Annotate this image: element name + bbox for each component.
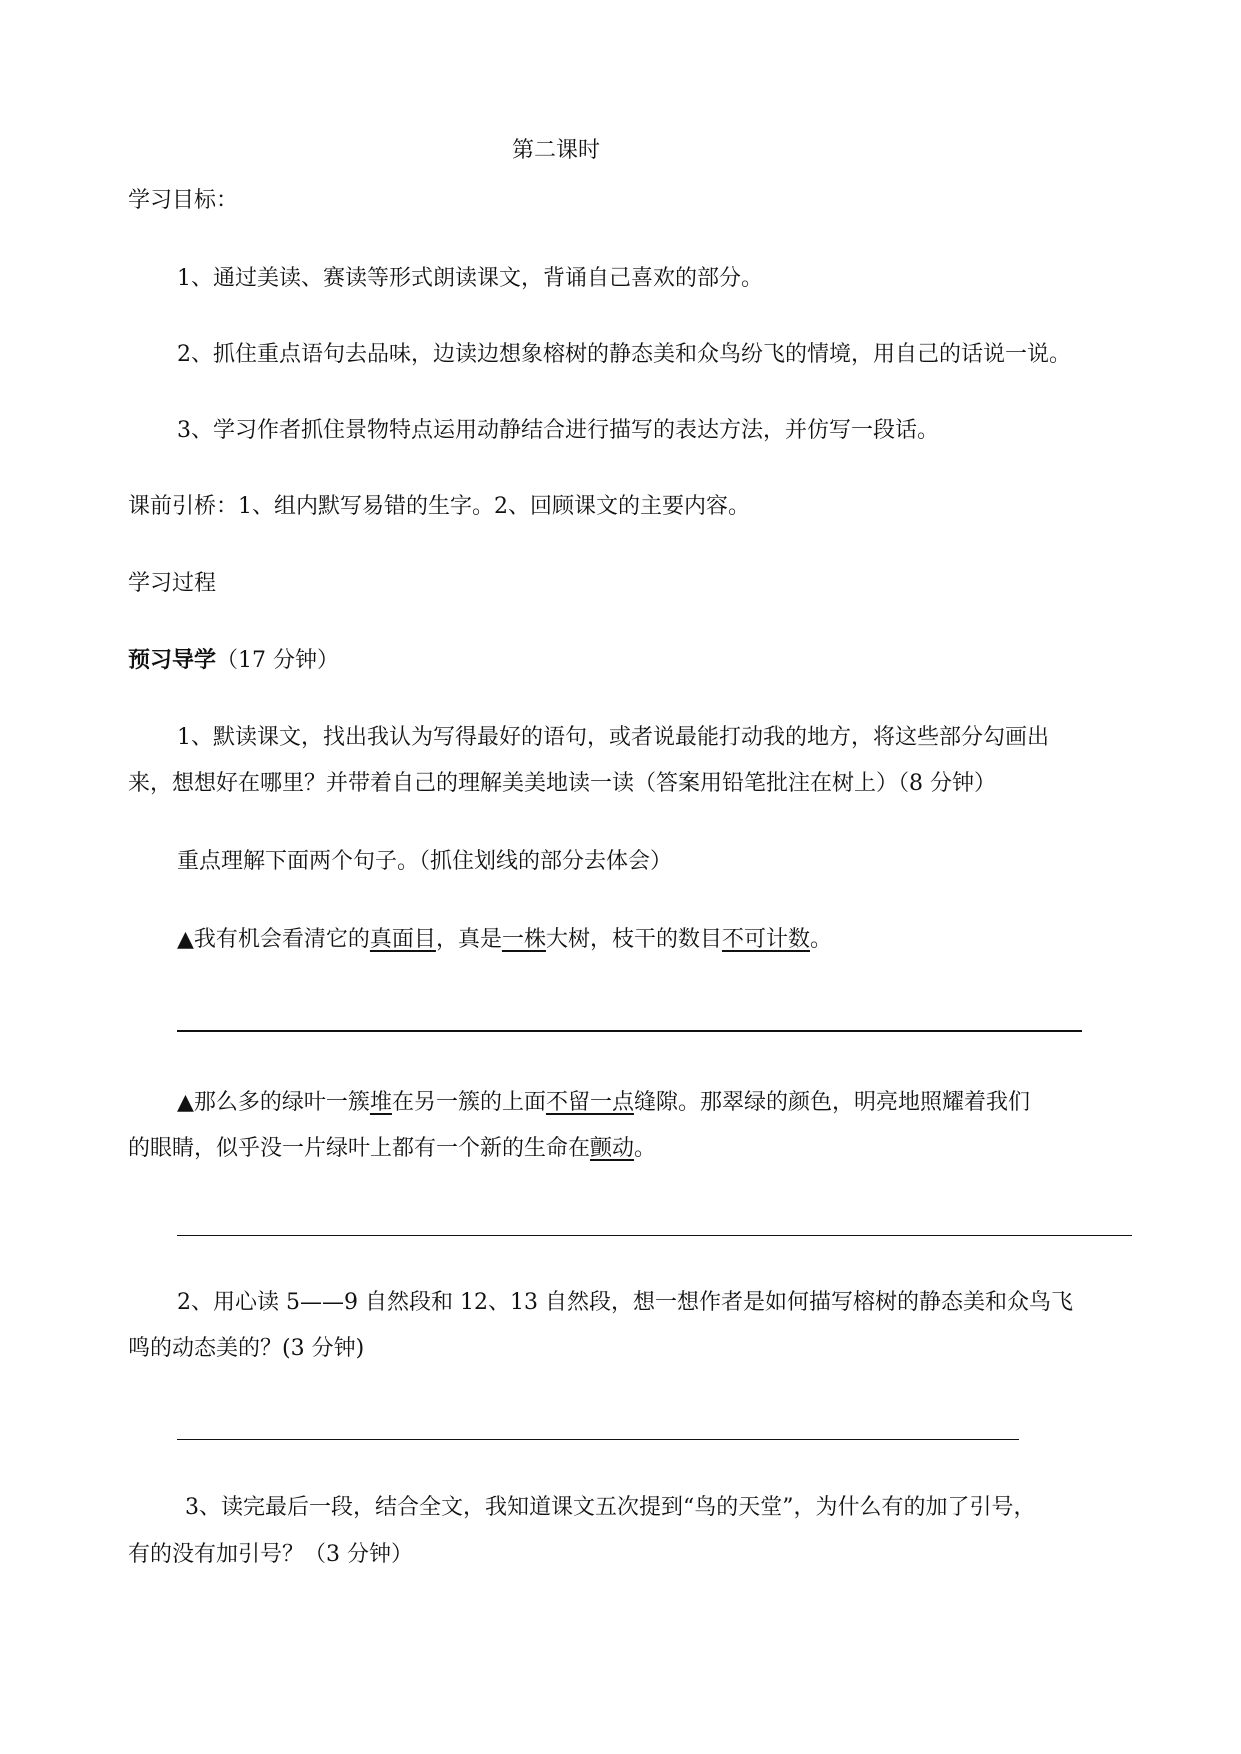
process-heading: 学习过程 bbox=[128, 571, 217, 596]
focus-instruction: 重点理解下面两个句子。（抓住划线的部分去体会） bbox=[177, 849, 673, 874]
answer-line[interactable] bbox=[177, 1235, 1132, 1236]
sentence-text: ▲我有机会看清它的 bbox=[177, 927, 370, 952]
underlined-phrase: 颤动 bbox=[590, 1136, 635, 1161]
sentence-text: ▲那么多的绿叶一簇 bbox=[177, 1090, 370, 1115]
page-title: 第二课时 bbox=[512, 138, 601, 163]
underlined-phrase: 一株 bbox=[501, 927, 546, 952]
sentence-text: 大树，枝干的数目 bbox=[545, 927, 722, 952]
pre-class-bridge: 课前引桥：1、组内默写易错的生字。2、回顾课文的主要内容。 bbox=[128, 494, 750, 519]
focus-sentence-2-line-2 bbox=[128, 1134, 656, 1164]
objective-item: 2、抓住重点语句去品味，边读边想象榕树的静态美和众鸟纷飞的情境，用自己的话说一说。 bbox=[177, 342, 1072, 367]
underlined-phrase: 堆 bbox=[369, 1090, 392, 1115]
answer-line[interactable] bbox=[177, 1439, 1019, 1440]
underlined-phrase: 真面目 bbox=[369, 927, 436, 952]
question-2-line-2: 鸣的动态美的？(3 分钟) bbox=[128, 1336, 365, 1361]
focus-sentence-1 bbox=[177, 925, 832, 955]
sentence-text: 。 bbox=[810, 927, 833, 952]
sentence-text: 在另一簇的上面 bbox=[391, 1090, 546, 1115]
sentence-text: 的眼睛，似乎没一片绿叶上都有一个新的生命在 bbox=[128, 1136, 591, 1161]
answer-line[interactable] bbox=[177, 1030, 1082, 1032]
question-1-line-1: 1、默读课文，找出我认为写得最好的语句，或者说最能打动我的地方，将这些部分勾画出 bbox=[177, 725, 1050, 750]
preview-heading-label: 预习导学 bbox=[128, 647, 217, 673]
sentence-text: ，真是 bbox=[435, 927, 502, 952]
objectives-heading: 学习目标： bbox=[128, 188, 239, 213]
question-3-line-1: 3、读完最后一段，结合全文，我知道课文五次提到“鸟的天堂”，为什么有的加了引号， bbox=[185, 1495, 1036, 1520]
question-1-line-2: 来，想想好在哪里？并带着自己的理解美美地读一读（答案用铅笔批注在树上）（8 分钟） bbox=[128, 771, 996, 796]
objective-item: 3、学习作者抓住景物特点运用动静结合进行描写的表达方法，并仿写一段话。 bbox=[177, 418, 939, 443]
preview-section-heading bbox=[128, 645, 339, 676]
question-3-line-2: 有的没有加引号？（3 分钟） bbox=[128, 1542, 413, 1567]
underlined-phrase: 不留一点 bbox=[545, 1090, 634, 1115]
sentence-text: 缝隙。那翠绿的颜色，明亮地照耀着我们 bbox=[633, 1090, 1030, 1115]
underlined-phrase: 不可计数 bbox=[721, 927, 810, 952]
objective-item: 1、通过美读、赛读等形式朗读课文，背诵自己喜欢的部分。 bbox=[177, 266, 763, 291]
focus-sentence-2-line-1 bbox=[177, 1088, 1030, 1118]
preview-heading-time: （17 分钟） bbox=[216, 648, 340, 673]
sentence-text: 。 bbox=[634, 1136, 657, 1161]
question-2-line-1: 2、用心读 5——9 自然段和 12、13 自然段，想一想作者是如何描写榕树的静态美和众鸟飞 bbox=[177, 1290, 1073, 1315]
